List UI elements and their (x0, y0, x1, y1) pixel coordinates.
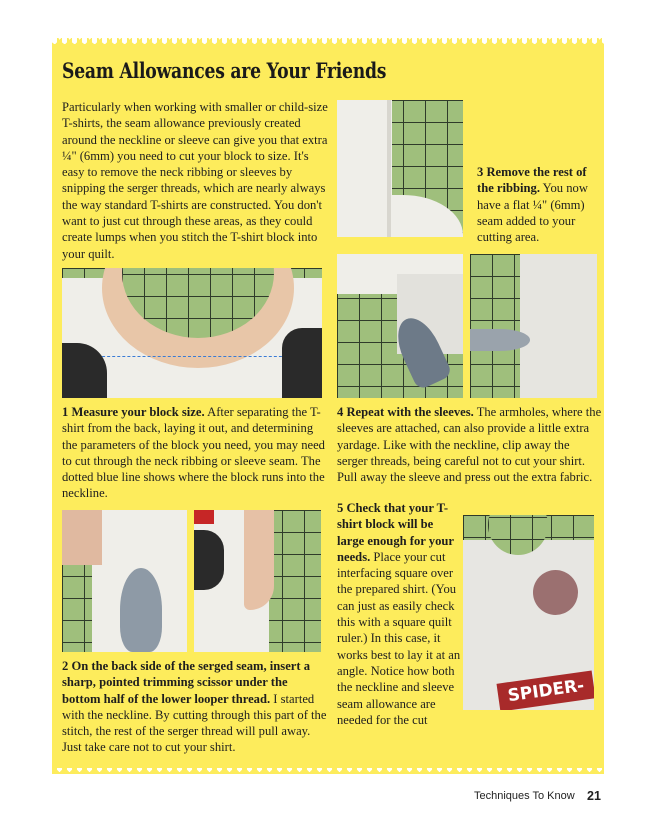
step-5-body: Place your cut interfacing square over the prepared shirt. (You can just as easily check this with a square quilt ruler.) In this case, it works best to lay it at an angle. Notice how both the neckline and sleeve seam allowance are needed for the cut (337, 549, 461, 727)
step-3-number: 3 (477, 165, 484, 179)
photo-step-4a (337, 254, 463, 398)
page-title: Seam Allowances are Your Friends (62, 58, 387, 83)
step-4-number: 4 (337, 405, 344, 419)
photo-step-4b (470, 254, 597, 398)
intro-paragraph: Particularly when working with smaller or child-size T-shirts, the seam allowance previously created around the neckline or sleeve can give you that extra ¼" (6mm) you need to cut your block to size. It's easy to remove the neck ribbing or sleeves by snipping the serger threads, which are nearly always the way standard T-shirts are constructed. You don't want to just cut through these areas, as they could create lumps when you stitch the T-shirt block into your quilt. (62, 100, 328, 261)
photo-step-2a (62, 510, 187, 652)
step-4-text (337, 404, 603, 485)
panel-zigzag-bottom (52, 766, 604, 774)
step-2-number: 2 (62, 659, 69, 673)
step-2-text (62, 658, 328, 756)
photo-step-3 (337, 100, 463, 237)
step-1-body: After separating the T-shirt from the back, laying it out, and determining the parameters of the block you need, you may need to cut through the neck ribbing or sleeve seam. The dotted blue line shows where the block runs into the neckline. (62, 405, 325, 501)
photo-step-1 (62, 268, 322, 398)
step-4-body: The armholes, where the sleeves are attached, can also provide a little extra yardage. Like with the neckline, clip away the serger threads, being careful not to cut your shirt. Pull away the sleeve and press out the extra fabric. (337, 405, 602, 485)
spider-logo-text: SPIDER- (497, 670, 594, 710)
step-2-heading: On the back side of the serged seam, insert a sharp, pointed trimming scissor under the bottom half of the lower looper thread. (62, 659, 311, 706)
page-number: 21 (587, 789, 601, 803)
step-5-heading: Check that your T-shirt block will be large enough for your needs. (337, 501, 454, 564)
step-4-heading: Repeat with the sleeves. (346, 405, 474, 419)
step-3-body: You now have a flat ¼" (6mm) seam added to your cutting area. (477, 181, 588, 245)
step-5-text (337, 500, 462, 728)
dotted-blue-line (92, 356, 292, 357)
step-1-heading: Measure your block size. (71, 405, 205, 419)
photo-step-5 (463, 515, 594, 710)
footer-section-label: Techniques To Know (474, 790, 575, 802)
photo-step-2b (194, 510, 321, 652)
step-1-number: 1 (62, 405, 69, 419)
step-5-number: 5 (337, 501, 344, 515)
step-3-heading: Remove the rest of the ribbing. (477, 165, 587, 196)
step-1-text (62, 404, 328, 502)
step-2-body: I started with the neckline. By cutting through this part of the stitch, the rest of the serger thread will pull away. Just take care not to cut your shirt. (62, 691, 327, 755)
step-3-text (477, 164, 602, 245)
